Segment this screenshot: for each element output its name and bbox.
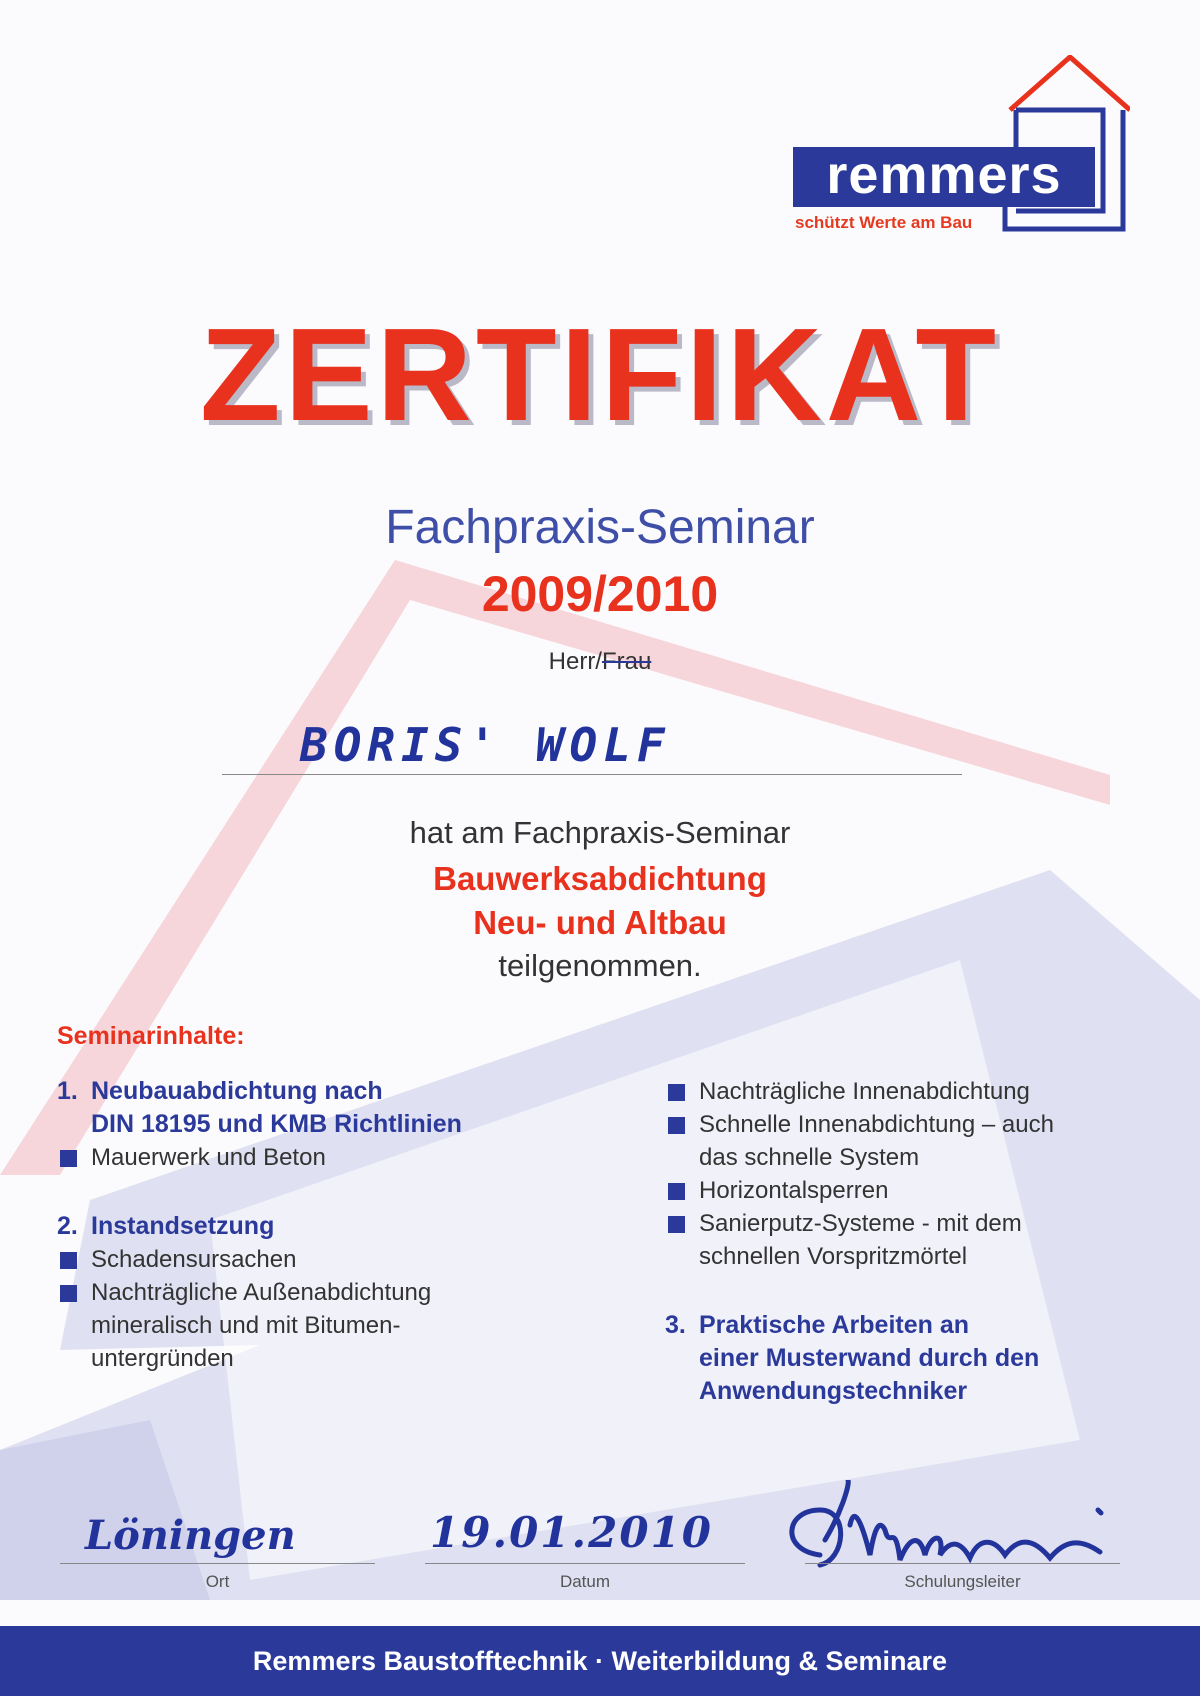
list-item: Schnelle Innenabdichtung – auch xyxy=(665,1108,1185,1141)
course-title-line-1: Bauwerksabdichtung xyxy=(433,860,767,897)
bullet-square-icon xyxy=(60,1150,77,1167)
bullet-square-icon xyxy=(668,1183,685,1200)
bullet-square-icon xyxy=(668,1216,685,1233)
date-handwritten: 19.01.2010 xyxy=(430,1508,714,1557)
section-2-title: Instandsetzung xyxy=(91,1212,275,1240)
contents-heading: Seminarinhalte: xyxy=(57,1022,245,1050)
logo-tagline: schützt Werte am Bau xyxy=(795,213,973,232)
section-3-title-line-2: einer Musterwand durch den xyxy=(699,1344,1040,1372)
section-3-title-line-3: Anwendungstechniker xyxy=(699,1377,968,1405)
list-item-continuation: untergründen xyxy=(91,1345,234,1372)
leader-signature-line xyxy=(805,1563,1120,1564)
section-1-number: 1. xyxy=(57,1077,78,1105)
list-item-continuation: mineralisch und mit Bitumen- xyxy=(91,1312,401,1339)
footer-text: Remmers Baustofftechnik · Weiterbildung & Seminare xyxy=(252,1646,948,1676)
date-label: Datum xyxy=(559,1572,611,1591)
section-3-heading xyxy=(665,1309,1185,1408)
list-item: Horizontalsperren xyxy=(665,1174,1185,1207)
list-item: Mauerwerk und Beton xyxy=(57,1141,577,1174)
contents-left-column xyxy=(57,1075,577,1375)
list-item: Sanierputz-Systeme - mit dem xyxy=(665,1207,1185,1240)
list-item-continuation: schnellen Vorspritzmörtel xyxy=(699,1243,968,1270)
intro-text: hat am Fachpraxis-Seminar xyxy=(409,815,791,850)
bullet-square-icon xyxy=(668,1117,685,1134)
outro-text: teilgenommen. xyxy=(498,948,702,983)
section-1-title-line-2: DIN 18195 und KMB Richtlinien xyxy=(91,1110,462,1138)
section-2-number: 2. xyxy=(57,1212,78,1240)
course-title-line-2: Neu- und Altbau xyxy=(473,904,727,941)
leader-label: Schulungsleiter xyxy=(904,1572,1021,1591)
list-item-continuation: das schnelle System xyxy=(699,1144,920,1171)
bullet-square-icon xyxy=(60,1252,77,1269)
salutation-herr: Herr/ xyxy=(548,648,602,675)
contents-right-column xyxy=(665,1075,1185,1408)
section-3-number: 3. xyxy=(665,1311,686,1339)
section-1-title-line-1: Neubauabdichtung nach xyxy=(91,1077,383,1105)
place-label: Ort xyxy=(205,1572,230,1591)
remmers-logo xyxy=(790,55,1130,245)
seminar-title: Fachpraxis-Seminar xyxy=(385,501,815,554)
participant-name: BORIS' WOLF xyxy=(300,718,671,772)
list-item: Nachträgliche Innenabdichtung xyxy=(665,1075,1185,1108)
place-handwritten: Löningen xyxy=(85,1512,296,1559)
logo-wordmark: remmers xyxy=(793,147,1095,207)
footer-banner xyxy=(0,1626,1200,1696)
section-3-title-line-1: Praktische Arbeiten an xyxy=(699,1311,970,1339)
date-signature-line xyxy=(425,1563,745,1564)
salutation xyxy=(0,648,1200,676)
bullet-square-icon xyxy=(668,1084,685,1101)
seminar-year: 2009/2010 xyxy=(481,566,719,622)
bullet-square-icon xyxy=(60,1285,77,1302)
certificate-title: ZERTIFIKAT xyxy=(199,301,1001,448)
list-item: Schadensursachen xyxy=(57,1243,577,1276)
name-underline xyxy=(222,774,962,775)
list-item: Nachträgliche Außenabdichtung xyxy=(57,1276,577,1309)
section-1-heading xyxy=(57,1075,577,1141)
place-signature-line xyxy=(60,1563,375,1564)
salutation-frau-struck: Frau xyxy=(601,648,652,675)
section-2-heading xyxy=(57,1210,577,1243)
